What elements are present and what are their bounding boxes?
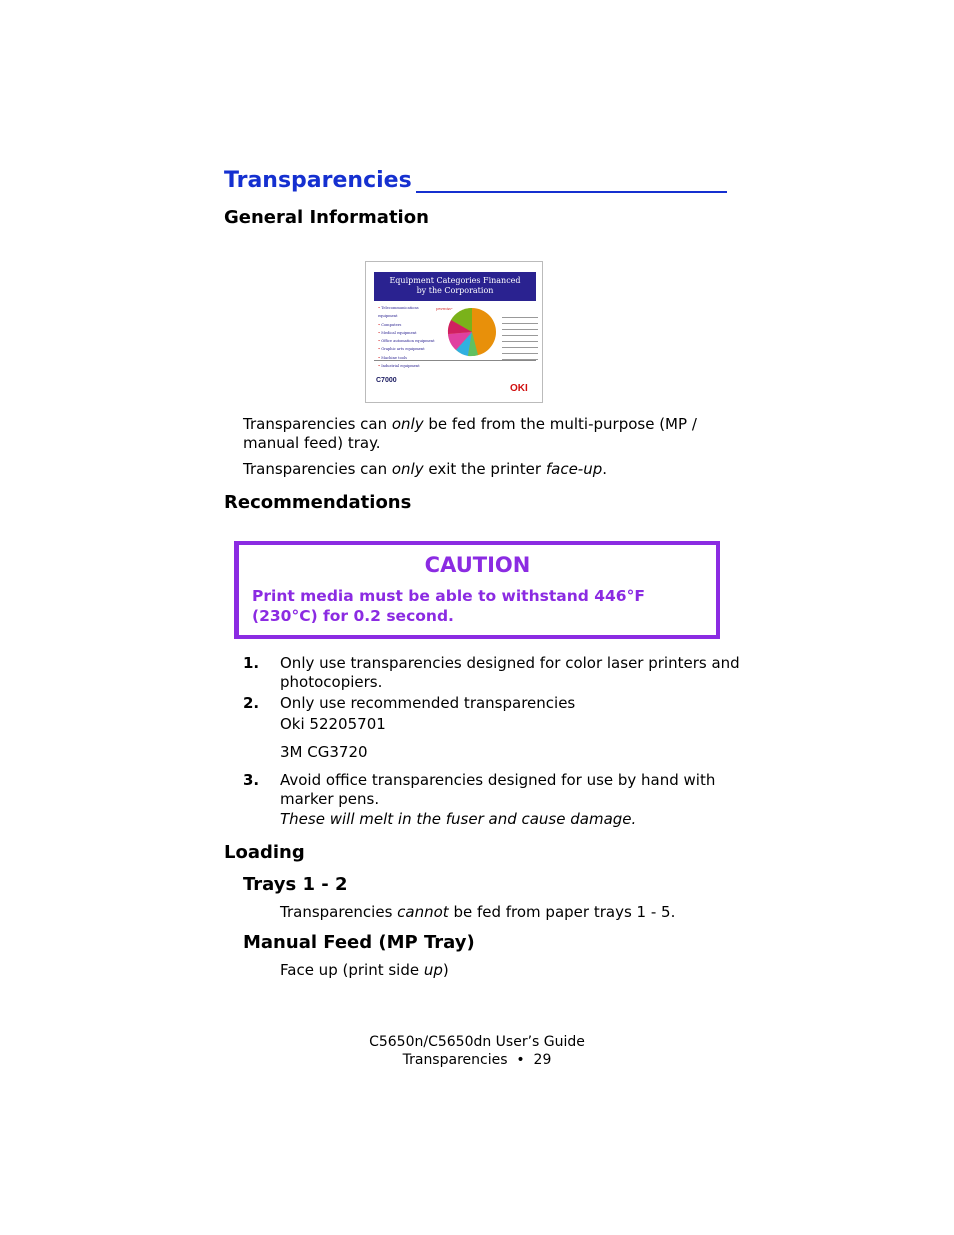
figure-pie-chart [446, 306, 498, 358]
figure-heading-line2: by the Corporation [416, 286, 494, 295]
figure-list-item: • Machine tools [378, 354, 438, 362]
list-item-2-3m: 3M CG3720 [280, 743, 368, 761]
list-number-2: 2. [243, 694, 260, 712]
caution-text: Print media must be able to withstand 446°F (230°C) for 0.2 second. [252, 587, 645, 625]
figure-heading-line1: Equipment Categories Financed [389, 276, 521, 285]
list-number-1: 1. [243, 654, 260, 672]
page-title: Transparencies [224, 168, 412, 193]
figure-list-item: • Telecommunications equipment [378, 304, 438, 321]
list-item-2: Only use recommended transparencies [280, 694, 576, 712]
figure-list-item: • Industrial equipment [378, 362, 438, 370]
general-paragraph-2: Transparencies can only exit the printer face-up. [243, 460, 608, 478]
heading-loading: Loading [224, 842, 305, 863]
general-paragraph-1: Transparencies can only be fed from the multi-purpose (MP / manual feed) tray. [243, 415, 697, 452]
caution-title: CAUTION [424, 553, 531, 577]
list-item-2-oki: Oki 52205701 [280, 715, 386, 733]
caution-box [234, 541, 720, 639]
figure-logo-c7000: C7000 [376, 377, 397, 384]
figure-list-item: • Medical equipment [378, 329, 438, 337]
list-item-3-note: These will melt in the fuser and cause damage. [280, 810, 637, 828]
list-item-3: Avoid office transparencies designed for use by hand with marker pens. [280, 771, 716, 808]
figure-heading [374, 272, 536, 301]
oki-logo: OKI [510, 383, 528, 394]
list-item-1: Only use transparencies designed for color laser printers and photocopiers. [280, 654, 740, 691]
figure-list-item: • Graphic arts equipment [378, 345, 438, 353]
heading-manual-feed: Manual Feed (MP Tray) [243, 932, 475, 953]
figure-list-item: • Computers [378, 321, 438, 329]
figure-divider [374, 360, 536, 361]
figure-legend [502, 312, 538, 360]
title-underline [416, 191, 727, 193]
figure-badge: premier [436, 306, 453, 311]
footer-page-number: Transparencies • 29 [402, 1052, 552, 1068]
manual-feed-paragraph: Face up (print side up) [280, 961, 449, 979]
footer-guide-title: C5650n/C5650dn User’s Guide [369, 1034, 585, 1050]
heading-trays: Trays 1 - 2 [243, 874, 348, 895]
transparency-sample-image [365, 261, 543, 403]
heading-general-information: General Information [224, 207, 429, 228]
list-number-3: 3. [243, 771, 260, 789]
trays-paragraph: Transparencies cannot be fed from paper trays 1 - 5. [280, 903, 676, 921]
heading-recommendations: Recommendations [224, 492, 412, 513]
figure-list-item: • Office automation equipment [378, 337, 438, 345]
